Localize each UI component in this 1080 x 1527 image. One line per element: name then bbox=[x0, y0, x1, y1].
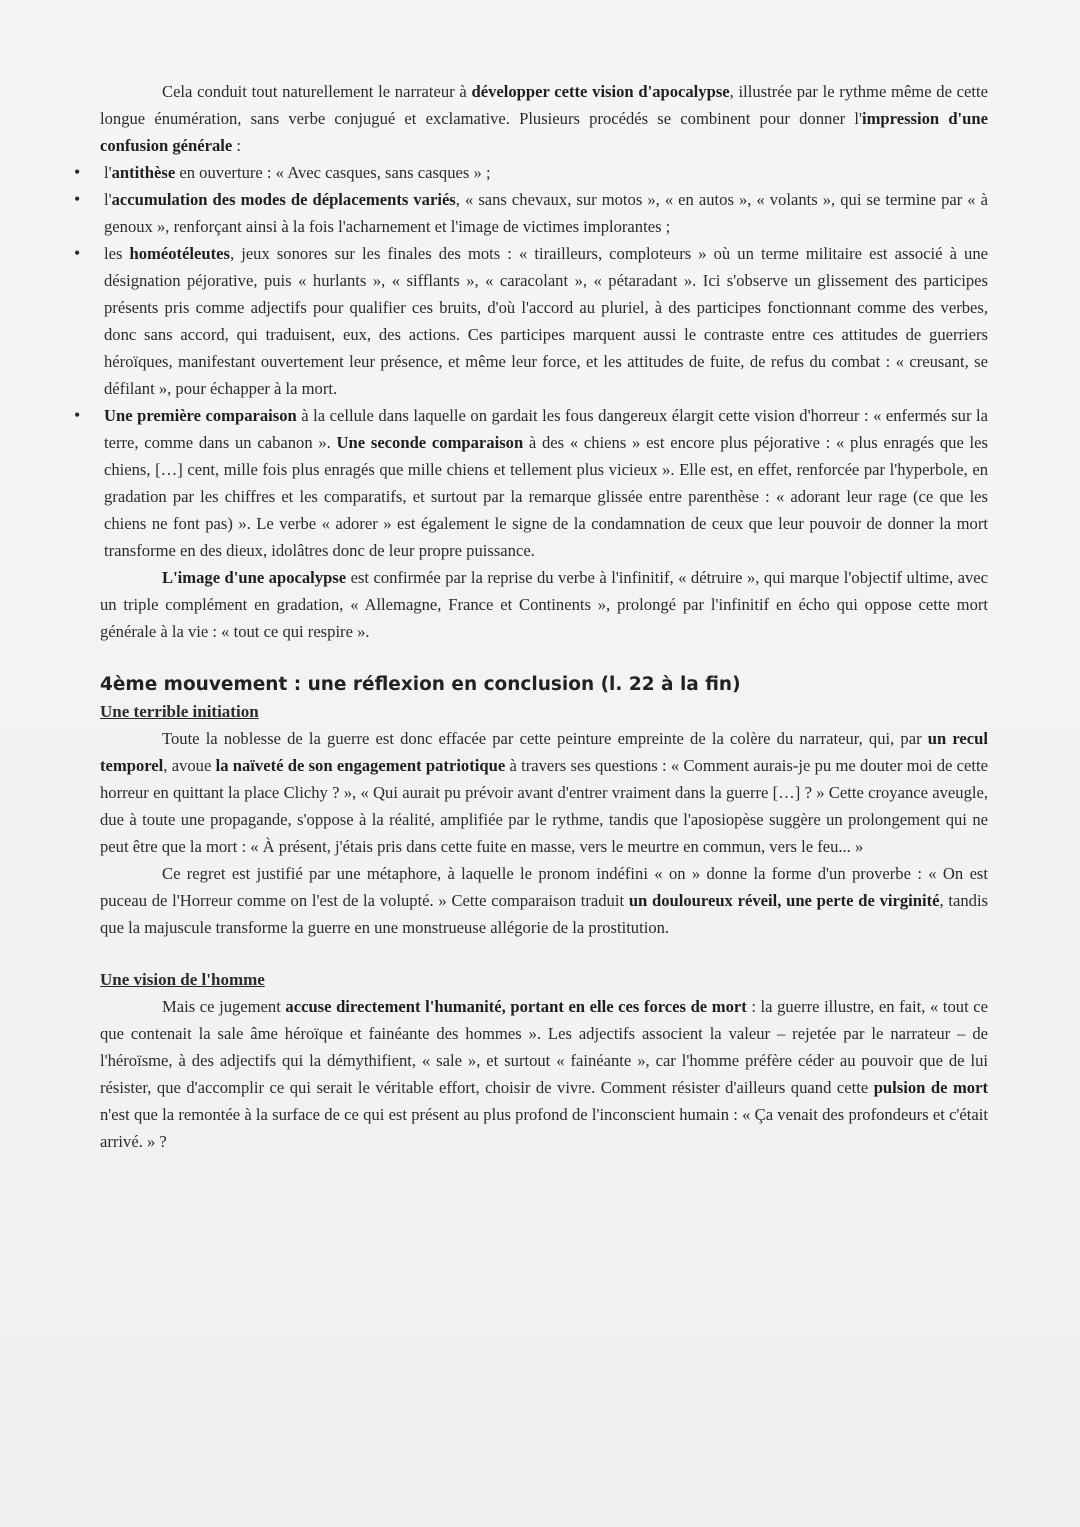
text-run: , illustrée par le rythme même de cette longue énumération, sans verbe conjugué et exclamative. Plusieurs procédés se combinent pour donner l' bbox=[100, 82, 988, 128]
text-run: Ce regret est justifié par une métaphore, à laquelle le pronom indéfini « on » donne la forme d'un proverbe : « On est puceau de l'Horreur comme on l'est de la volupté. » Cette comparaison traduit bbox=[100, 864, 988, 910]
paragraph bbox=[100, 564, 988, 645]
text-run: en ouverture : « Avec casques, sans casques » ; bbox=[175, 163, 491, 182]
text-run: l' bbox=[104, 163, 112, 182]
list-item bbox=[100, 159, 988, 186]
section-heading: 4ème mouvement : une réflexion en conclusion (l. 22 à la fin) bbox=[100, 674, 741, 695]
text-run: , jeux sonores sur les finales des mots : « tirailleurs, comploteurs » où un terme militaire est associé à une désignation péjorative, puis « hurlants », « sifflants », « caracolant », « pétaradant ». Ici s'observe un glissement des participes présents pris comme adjectifs pour qualifier ces bruits, d'où l'accord au pluriel, à des participes fonctionnant comme des verbes, donc sans accord, qui traduisent, eux, des actions. Ces participes marquent aussi le contraste entre ces attitudes de guerriers héroïques, manifestant ouvertement leur présence, et même leur force, et les attitudes de fuite, de refus du combat : « creusant, se défilant », pour échapper à la mort. bbox=[104, 244, 988, 398]
list-item bbox=[100, 402, 988, 564]
subsection-title: Une terrible initiation bbox=[100, 702, 259, 721]
bold-text: impression d'une confusion générale bbox=[100, 109, 988, 155]
list-item bbox=[100, 240, 988, 402]
bold-text: homéotéleutes bbox=[129, 244, 230, 263]
text-run: est confirmée par la reprise du verbe à l'infinitif, « détruire », qui marque l'objectif ultime, avec un triple complément en gradation, « Allemagne, France et Continents », prolongé par l'infinitif en écho qui oppose cette mort générale à la vie : « tout ce qui respire ». bbox=[100, 568, 988, 641]
bold-text: pulsion de mort bbox=[873, 1078, 988, 1097]
bold-text: un recul temporel bbox=[100, 729, 988, 775]
text-run: , tandis que la majuscule transforme la guerre en une monstrueuse allégorie de la prostitution. bbox=[100, 891, 989, 937]
list-item bbox=[100, 186, 988, 240]
text-run: n'est que la remontée à la surface de ce qui est présent au plus profond de l'inconscient humain : « Ça venait des profondeurs et c'était arrivé. » ? bbox=[100, 1105, 988, 1151]
text-run: l' bbox=[104, 190, 112, 209]
text-run: les bbox=[104, 244, 130, 263]
paragraph bbox=[100, 993, 988, 1155]
text-run: , « sans chevaux, sur motos », « en autos », « volants », qui se termine par « à genoux », renforçant ainsi à la fois l'acharnement et l'image de victimes implorantes ; bbox=[104, 190, 989, 236]
bold-text: développer cette vision d'apocalypse bbox=[471, 82, 730, 101]
text-run: : la guerre illustre, en fait, « tout ce que contenait la sale âme héroïque et fainéante des hommes ». Les adjectifs associent la valeur – rejetée par le narrateur – de l'héroïsme, à des adjectifs qui la démythifient, « sale », et surtout « fainéante », car l'homme préfère céder au pouvoir que de lui résister, que d'accomplir ce qui serait le véritable effort, choisir de vivre. Comment résister d'ailleurs quand cette bbox=[100, 997, 988, 1097]
bold-text: antithèse bbox=[111, 163, 176, 182]
text-run: , avoue bbox=[163, 756, 216, 775]
text-run: : bbox=[232, 136, 242, 155]
subsection-title: Une vision de l'homme bbox=[100, 970, 265, 989]
paragraph bbox=[100, 725, 988, 860]
bold-text: un douloureux réveil, une perte de virginité bbox=[628, 891, 940, 910]
bold-text: L'image d'une apocalypse bbox=[162, 568, 347, 587]
paragraph bbox=[100, 860, 988, 941]
bold-text: accumulation des modes de déplacements variés bbox=[111, 190, 456, 209]
bold-text: Une seconde comparaison bbox=[336, 433, 524, 452]
text-run: à la cellule dans laquelle on gardait les fous dangereux élargit cette vision d'horreur : « enfermés sur la terre, comme dans un cabanon ». bbox=[104, 406, 988, 452]
text-run: Mais ce jugement bbox=[162, 997, 286, 1016]
bullet-list bbox=[100, 159, 988, 564]
bold-text: Une première comparaison bbox=[104, 406, 297, 425]
text-run: Toute la noblesse de la guerre est donc effacée par cette peinture empreinte de la colère du narrateur, qui, par bbox=[162, 729, 928, 748]
text-run: à travers ses questions : « Comment aurais-je pu me douter moi de cette horreur en quittant la place Clichy ? », « Qui aurait pu prévoir avant d'entrer vraiment dans la guerre […] ? » Cette croyance aveugle, due à toute une propagande, s'oppose à la réalité, amplifiée par le rythme, tandis que l'aposiopèse suggère un prolongement qui ne peut être que la mort : « À présent, j'étais pris dans cette fuite en masse, vers le meurtre en commun, vers le feu... » bbox=[100, 756, 988, 856]
text-run: à des « chiens » est encore plus péjorative : « plus enragés que les chiens, […] cent, mille fois plus enragés que mille chiens et tellement plus vicieux ». Elle est, en effet, renforcée par l'hyperbole, en gradation par les chiffres et les comparatifs, et surtout par la remarque glissée entre parenthèse : « adorant leur rage (ce que les chiens ne font pas) ». Le verbe « adorer » est également le signe de la condamnation de ceux que leur pouvoir de donner la mort transforme en des dieux, idolâtres donc de leur propre puissance. bbox=[104, 433, 988, 560]
paragraph bbox=[100, 78, 988, 159]
text-run: Cela conduit tout naturellement le narrateur à bbox=[162, 82, 472, 101]
bold-text: la naïveté de son engagement patriotique bbox=[215, 756, 506, 775]
bold-text: accuse directement l'humanité, portant en elle ces forces de mort bbox=[285, 997, 747, 1016]
